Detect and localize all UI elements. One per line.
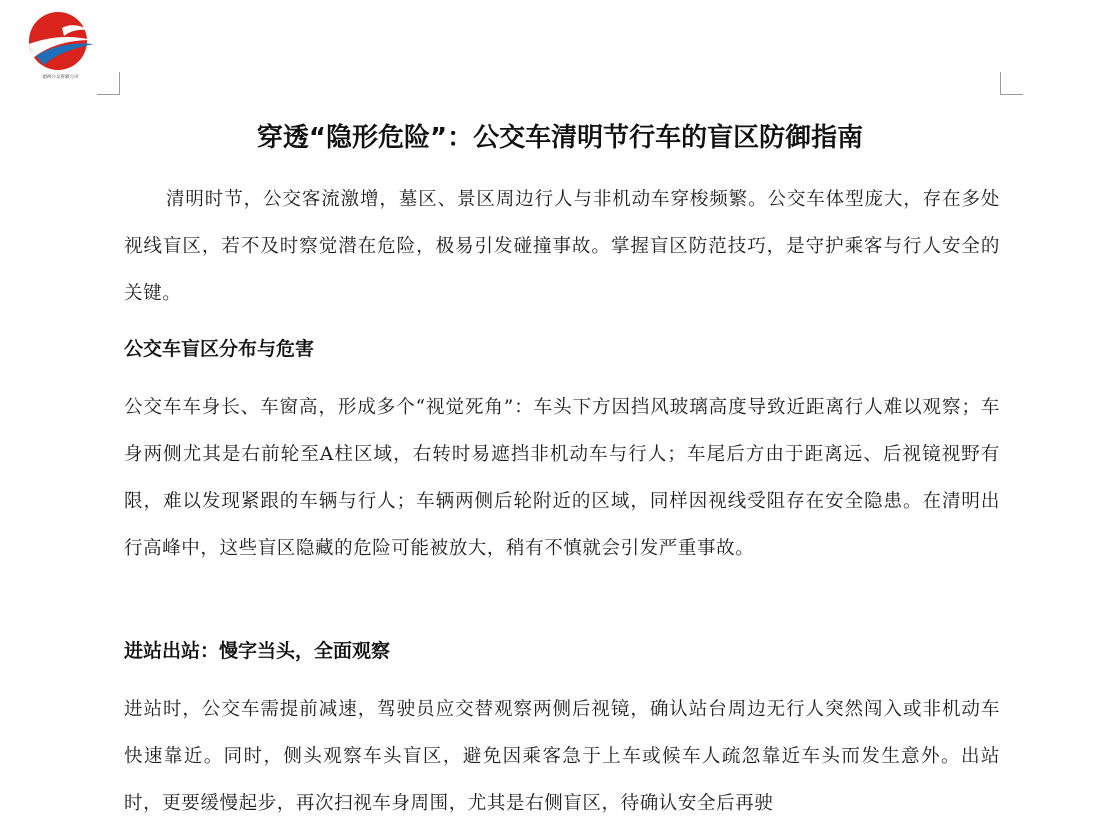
logo-caption: 旭西公交有限公司 <box>42 75 78 80</box>
document-title: 穿透“隐形危险”：公交车清明节行车的盲区防御指南 <box>256 123 864 153</box>
company-logo-icon <box>24 10 96 72</box>
section-heading-blind-spots: 公交车盲区分布与危害 <box>124 338 315 360</box>
company-logo <box>24 10 96 84</box>
section-body-station: 进站时，公交车需提前减速，驾驶员应交替观察两侧后视镜，确认站台周边无行人突然闯入或非机动车快速靠近。同时，侧头观察车头盲区，避免因乘客急于上车或候车人疏忽靠近车头而发生意外。出站时，更要缓慢起步，再次扫视车身周围，尤其是右侧盲区，待确认安全后再驶 <box>124 699 1000 814</box>
section-heading-station: 进站出站：慢字当头，全面观察 <box>124 640 391 662</box>
crop-mark-top-right <box>1000 72 1023 95</box>
section-body-blind-spots: 公交车车身长、车窗高，形成多个“视觉死角”：车头下方因挡风玻璃高度导致近距离行人难以观察；车身两侧尤其是右前轮至A柱区域，右转时易遮挡非机动车与行人；车尾后方由于距离远、后视镜视野有限，难以发现紧跟的车辆与行人；车辆两侧后轮附近的区域，同样因视线受阻存在安全隐患。在清明出行高峰中，这些盲区隐藏的危险可能被放大，稍有不慎就会引发严重事故。 <box>124 397 1000 559</box>
intro-paragraph: 清明时节，公交客流激增，墓区、景区周边行人与非机动车穿梭频繁。公交车体型庞大，存在多处视线盲区，若不及时察觉潜在危险，极易引发碰撞事故。掌握盲区防范技巧，是守护乘客与行人安全的关键。 <box>124 189 1000 304</box>
crop-mark-top-left <box>97 72 120 95</box>
